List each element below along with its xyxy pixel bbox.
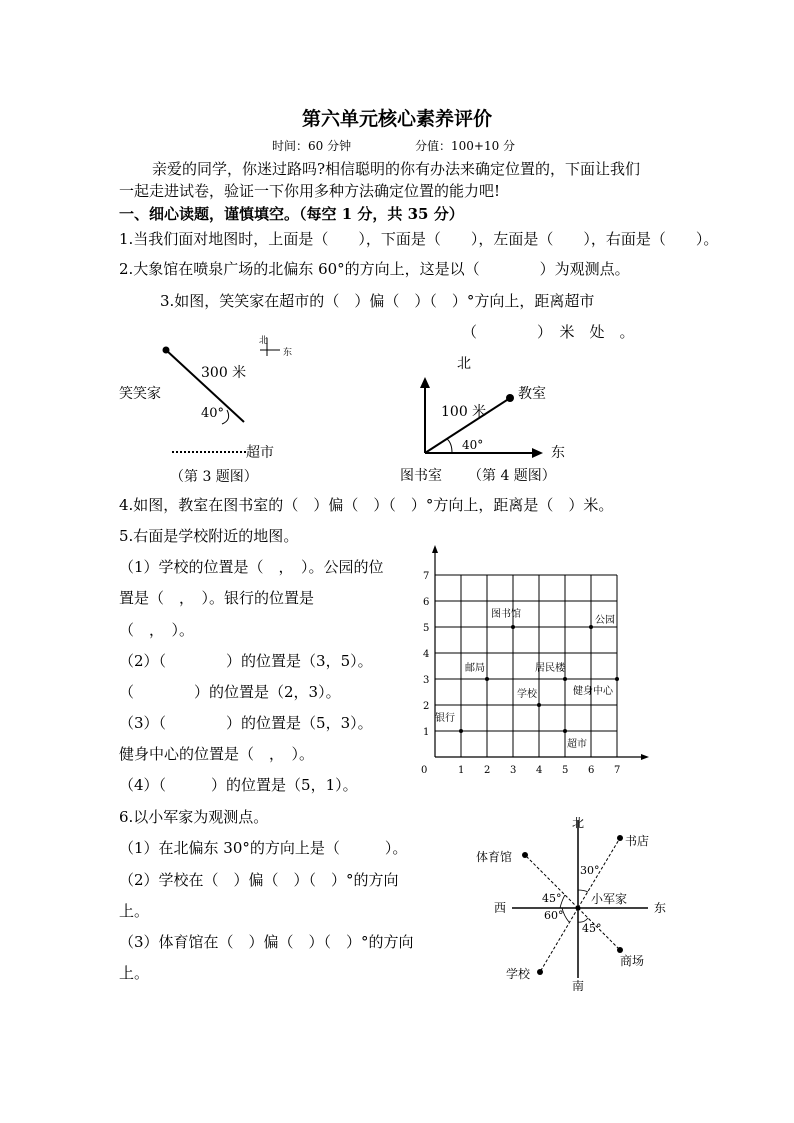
grid-place-label: 居民楼 [535, 663, 565, 674]
fig6-arc-30 [578, 890, 588, 892]
grid-place-label: 学校 [517, 689, 537, 700]
grid-y-tick-label: 4 [423, 649, 430, 660]
grid-place-label: 超市 [567, 739, 587, 750]
question-6-2b: 上。 [119, 902, 150, 920]
question-5-3b: 健身中心的位置是（ ， ）。 [119, 745, 315, 763]
fig6-angle-60: 60° [544, 909, 564, 922]
grid-y-tick-label: 2 [423, 701, 430, 712]
fig4-angle-label: 40° [462, 438, 484, 452]
fig4-east-arrow [532, 448, 543, 458]
grid-y-tick-label: 3 [423, 675, 430, 686]
fig6-north-label: 北 [572, 816, 585, 830]
question-4: 4.如图，教室在图书室的（ ）偏（ ）（ ）°方向上，距离是（ ）米。 [119, 496, 614, 514]
exam-time: 时间：60 分钟 [272, 139, 352, 153]
grid-place-label: 邮局 [465, 663, 485, 674]
question-3-line-2: （ ） 米 处 。 [462, 323, 635, 341]
fig6-gym-dot [522, 852, 528, 858]
grid-x-tick-label: 7 [614, 765, 621, 776]
question-6-2a: （2）学校在（ ）偏（ ）（ ）°的方向 [119, 871, 399, 889]
question-1: 1.当我们面对地图时，上面是（ ），下面是（ ），左面是（ ），右面是（ ）。 [119, 230, 719, 248]
question-2: 2.大象馆在喷泉广场的北偏东 60°的方向上，这是以（ ）为观测点。 [119, 260, 630, 278]
fig3-east-label: 东 [283, 348, 293, 358]
question-6-1: （1）在北偏东 30°的方向上是（ ）。 [119, 839, 408, 857]
grid-x-tick-label: 6 [588, 765, 595, 776]
grid-x-arrow [641, 754, 649, 760]
fig4-classroom-label: 教室 [518, 386, 546, 402]
fig6-mall-dot [617, 947, 623, 953]
grid-place-label: 公园 [595, 615, 615, 626]
fig4-east-label: 东 [551, 445, 565, 461]
fig4-library-label: 图书室 [400, 468, 442, 484]
fig6-center-label: 小军家 [591, 892, 628, 906]
fig3-north-label: 北 [259, 336, 269, 346]
grid-place-dot [537, 703, 541, 707]
grid-y-tick-label: 7 [423, 571, 430, 582]
grid-y-tick-label: 1 [423, 727, 430, 738]
fig3-distance-label: 300 米 [201, 365, 247, 381]
page-title: 第六单元核心素养评价 [301, 108, 492, 130]
question-5-heading: 5.右面是学校附近的地图。 [119, 527, 299, 545]
figure-6-compass [470, 810, 680, 995]
grid-x-tick-label: 5 [562, 765, 569, 776]
fig6-gym-label: 体育馆 [476, 850, 513, 864]
question-5-4: （4）（ ）的位置是（5，1）。 [119, 776, 358, 794]
grid-y-tick-label: 5 [423, 623, 430, 634]
fig4-north-arrow [420, 377, 430, 388]
fig3-angle-label: 40° [201, 406, 225, 421]
fig6-school-label: 学校 [506, 967, 531, 981]
fig6-center-dot [576, 906, 581, 911]
grid-place-label: 健身中心 [573, 686, 613, 697]
fig4-distance-label: 100 米 [441, 404, 487, 420]
grid-place-dot [615, 677, 619, 681]
grid-x-tick-label: 0 [421, 765, 428, 776]
question-5-1c: （ ， ）。 [119, 621, 195, 639]
grid-place-dot [485, 677, 489, 681]
grid-place-dot [511, 625, 515, 629]
question-5-2a: （2）（ ）的位置是（3，5）。 [119, 652, 373, 670]
figure-3 [110, 320, 310, 490]
grid-x-tick-label: 1 [458, 765, 465, 776]
grid-place-dot [563, 677, 567, 681]
fig6-angle-45b: 45° [582, 922, 602, 935]
question-5-1b: 置是（ ， ）。银行的位置是 [119, 589, 315, 607]
fig6-school-dot [537, 969, 543, 975]
fig4-north-label: 北 [457, 356, 471, 372]
fig6-west-label: 西 [494, 901, 507, 915]
fig6-angle-45a: 45° [542, 892, 562, 905]
grid-place-dot [563, 729, 567, 733]
fig6-angle-30: 30° [580, 864, 600, 877]
fig4-caption: （第 4 题图） [468, 468, 556, 484]
question-5-1a: （1）学校的位置是（ ， ）。公园的位 [119, 558, 384, 576]
fig6-mall-label: 商场 [620, 954, 645, 968]
fig4-angle-arc [447, 439, 452, 453]
question-6-3a: （3）体育馆在（ ）偏（ ）（ ）°的方向 [119, 933, 414, 951]
grid-y-tick-label: 6 [423, 597, 430, 608]
intro-line-1: 亲爱的同学，你迷过路吗?相信聪明的你有办法来确定位置的，下面让我们 [152, 160, 641, 178]
question-6-heading: 6.以小军家为观测点。 [119, 808, 269, 826]
section-heading: 一、细心读题，谨慎填空。（每空 1 分，共 35 分） [119, 205, 464, 223]
grid-place-dot [589, 625, 593, 629]
fig3-home-label: 笑笑家 [119, 386, 161, 402]
figure-4 [390, 345, 590, 490]
fig4-classroom-dot [506, 394, 514, 402]
exam-score: 分值：100+10 分 [415, 139, 516, 153]
fig6-bookstore-label: 书店 [625, 834, 650, 848]
fig6-east-label: 东 [654, 901, 667, 915]
fig6-bookstore-dot [617, 835, 623, 841]
fig3-caption: （第 3 题图） [170, 469, 258, 485]
grid-place-label: 图书馆 [491, 609, 521, 620]
question-6-3b: 上。 [119, 964, 150, 982]
grid-place-label: 银行 [435, 713, 455, 724]
grid-place-dot [459, 729, 463, 733]
grid-x-tick-label: 3 [510, 765, 517, 776]
grid-x-tick-label: 4 [536, 765, 543, 776]
grid-x-tick-label: 2 [484, 765, 491, 776]
question-5-3a: （3）（ ）的位置是（5，3）。 [119, 714, 373, 732]
grid-y-arrow [432, 545, 438, 553]
intro-line-2: 一起走进试卷，验证一下你用多种方法确定位置的能力吧! [119, 182, 501, 200]
question-5-2b: （ ）的位置是（2，3）。 [119, 683, 341, 701]
school-area-grid-map [410, 535, 660, 776]
question-3-line-1: 3.如图，笑笑家在超市的（ ）偏（ ）（ ）°方向上，距离超市 [160, 292, 595, 310]
fig6-south-label: 南 [572, 979, 585, 993]
fig3-market-label: 超市 [246, 445, 274, 461]
